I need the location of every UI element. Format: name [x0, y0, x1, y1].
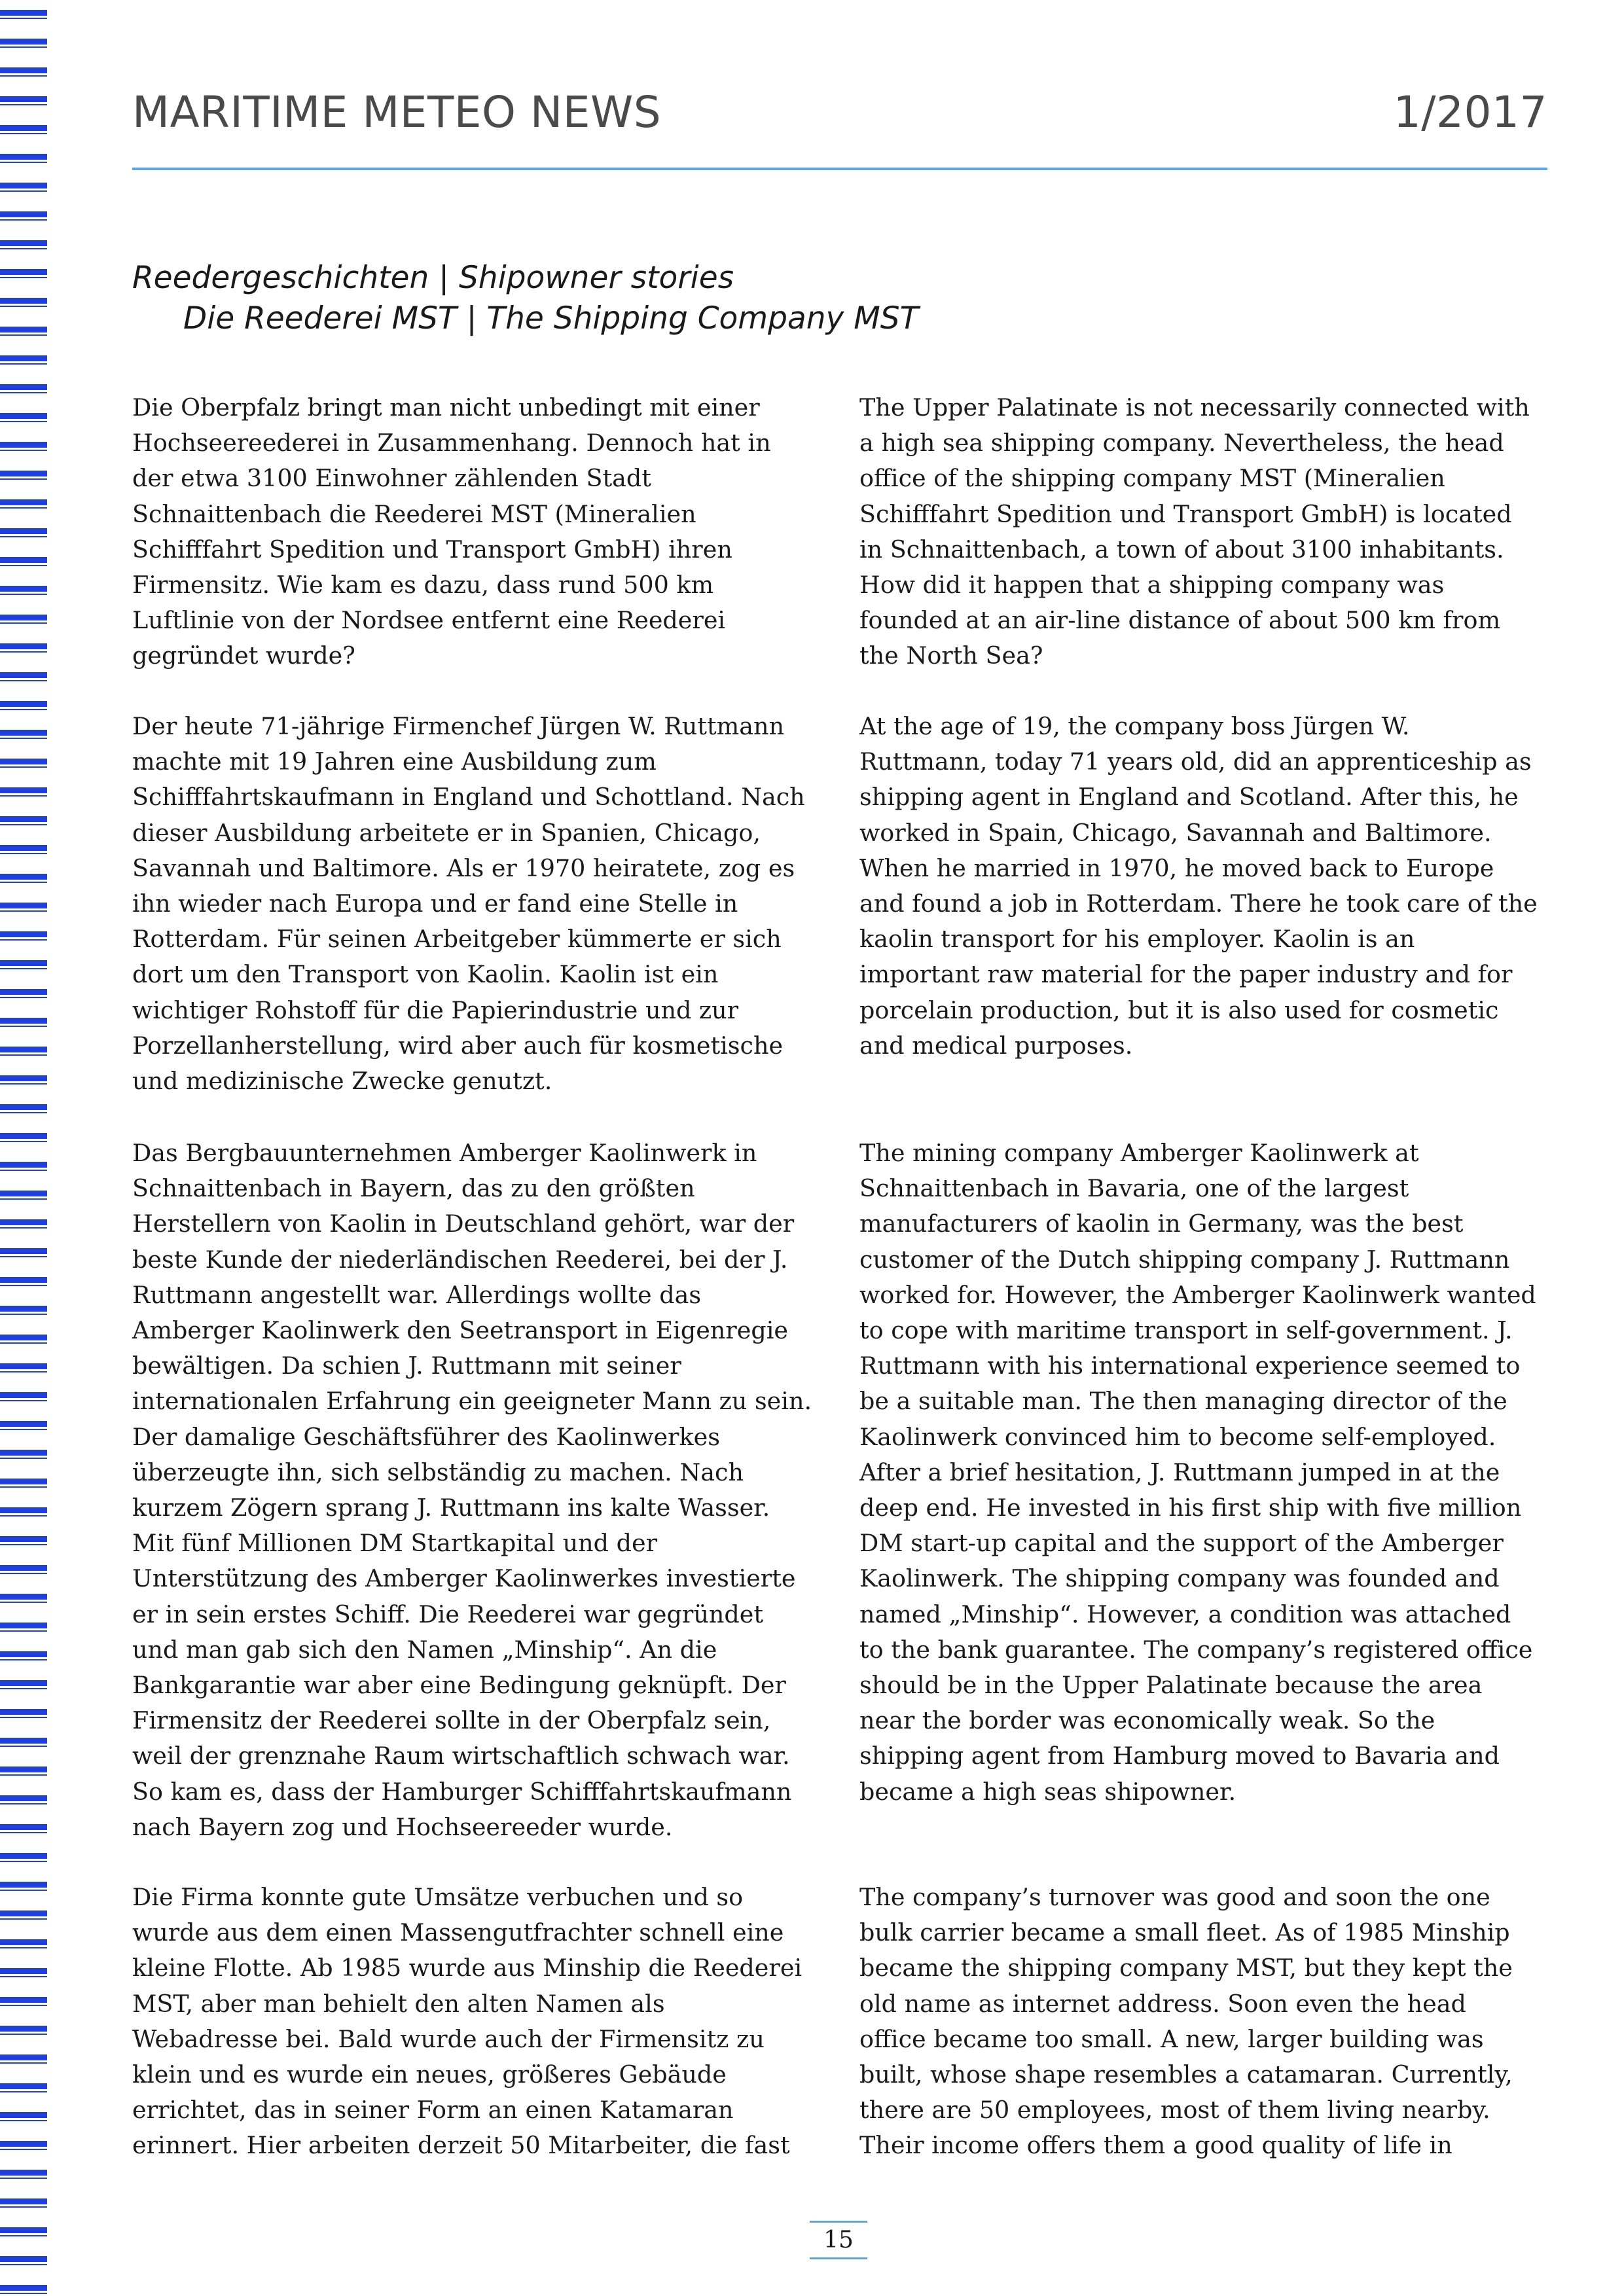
- issue-number: 1/2017: [1393, 87, 1547, 137]
- english-paragraph: At the age of 19, the company boss Jürgen W. Ruttmann, today 71 years old, did an apprenticeship as shipping agent in England and Scotland. After this, he worked in Spain, Chicago, Savannah and Baltimore. When he married in 1970, he moved back to Europe and found a job in Rotterdam. There he took care of the kaolin transport for his employer. Kaolin is an important raw material for the paper industry and for porcelain production, but it is also used for cosmetic and medical purposes.: [859, 712, 1538, 1060]
- german-paragraph: Das Bergbauunternehmen Amberger Kaolinwerk in Schnaittenbach in Bayern, das zu den größten Herstellern von Kaolin in Deutschland gehört, war der beste Kunde der niederländischen Reederei, bei der J. Ruttmann angestellt war. Allerdings wollte das Amberger Kaolinwerk den Seetransport in Eigenregie bewältigen. Da schien J. Ruttmann mit seiner internationalen Erfahrung ein geeigneter Mann zu sein. Der damalige Geschäftsführer des Kaolinwerkes überzeugte ihn, sich selbständig zu machen. Nach kurzem Zögern sprang J. Ruttmann ins kalte Wasser. Mit fünf Millionen DM Startkapital und der Unterstützung des Amberger Kaolinwerkes investierte er in sein erstes Schiff. Die Reederei war gegründet und man gab sich den Namen „Minship“. An die Bankgarantie war aber eine Bedingung geknüpft. Der Firmensitz der Reederei sollte in der Oberpfalz sein, weil der grenznahe Raum wirtschaftlich schwach war. So kam es, dass der Hamburger Schifffahrtskaufmann nach Bayern zog und Hochseereeder wurde.: [132, 1139, 812, 1841]
- section-title: Reedergeschichten | Shipowner stories: [132, 260, 734, 296]
- header-divider: [132, 168, 1547, 170]
- english-paragraph: The company’s turnover was good and soon the one bulk carrier became a small fleet. As of 1985 Minship became the shipping company MST, but they kept the old name as internet address. Soon even the head office became too small. A new, larger building was built, whose shape resembles a catamaran. Currently, there are 50 employees, most of them living nearby. Their income offers them a good quality of life in: [859, 1883, 1513, 2160]
- publication-title: MARITIME METEO NEWS: [132, 87, 662, 137]
- german-paragraph: Die Oberpfalz bringt man nicht unbedingt mit einer Hochseereederei in Zusammenhang. Dennoch hat in der etwa 3100 Einwohner zählenden Stadt Schnaittenbach die Reederei MST (Mineralien Schifffahrt Spedition und Transport GmbH) ihren Firmensitz. Wie kam es dazu, dass rund 500 km Luftlinie von der Nordsee entfernt eine Reederei gegründet wurde?: [132, 393, 771, 670]
- english-paragraph: The Upper Palatinate is not necessarily connected with a high sea shipping company. Nevertheless, the head office of the shipping company MST (Mineralien Schifffahrt Spedition und Transport GmbH) is located in Schnaittenbach, a town of about 3100 inhabitants. How did it happen that a shipping company was founded at an air-line distance of about 500 km from the North Sea?: [859, 393, 1530, 670]
- page-header: [132, 84, 1547, 137]
- german-paragraph: Die Firma konnte gute Umsätze verbuchen und so wurde aus dem einen Massengutfrachter schnell eine kleine Flotte. Ab 1985 wurde aus Minship die Reederei MST, aber man behielt den alten Namen als Webadresse bei. Bald wurde auch der Firmensitz zu klein und es wurde ein neues, größeres Gebäude errichtet, das in seiner Form an einen Katamaran erinnert. Hier arbeiten derzeit 50 Mitarbeiter, die fast: [132, 1883, 803, 2160]
- english-paragraph: The mining company Amberger Kaolinwerk at Schnaittenbach in Bavaria, one of the largest manufacturers of kaolin in Germany, was the best customer of the Dutch shipping company J. Ruttmann worked for. However, the Amberger Kaolinwerk wanted to cope with maritime transport in self-government. J. Ruttmann with his international experience seemed to be a suitable man. The then managing director of the Kaolinwerk convinced him to become self-employed. After a brief hesitation, J. Ruttmann jumped in at the deep end. He invested in his first ship with five million DM start-up capital and the support of the Amberger Kaolinwerk. The shipping company was founded and named „Minship“. However, a condition was attached to the bank guarantee. The company’s registered office should be in the Upper Palatinate because the area near the border was economically weak. So the shipping agent from Hamburg moved to Bavaria and became a high seas shipowner.: [859, 1139, 1536, 1806]
- article-title: Die Reederei MST | The Shipping Company MST: [183, 300, 919, 336]
- page-number: 15: [810, 2221, 867, 2259]
- decorative-stripe-bar: [0, 0, 47, 2296]
- article-titles: [132, 258, 1507, 339]
- german-paragraph: Der heute 71-jährige Firmenchef Jürgen W. Ruttmann machte mit 19 Jahren eine Ausbildung zum Schifffahrtskaufmann in England und Schottland. Nach dieser Ausbildung arbeitete er in Spanien, Chicago, Savannah und Baltimore. Als er 1970 heiratete, zog es ihn wieder nach Europa und er fand eine Stelle in Rotterdam. Für seinen Arbeitgeber kümmerte er sich dort um den Transport von Kaolin. Kaolin ist ein wichtiger Rohstoff für die Papierindustrie und zur Porzellanherstellung, wird aber auch für kosmetische und medizinische Zwecke genutzt.: [132, 712, 805, 1096]
